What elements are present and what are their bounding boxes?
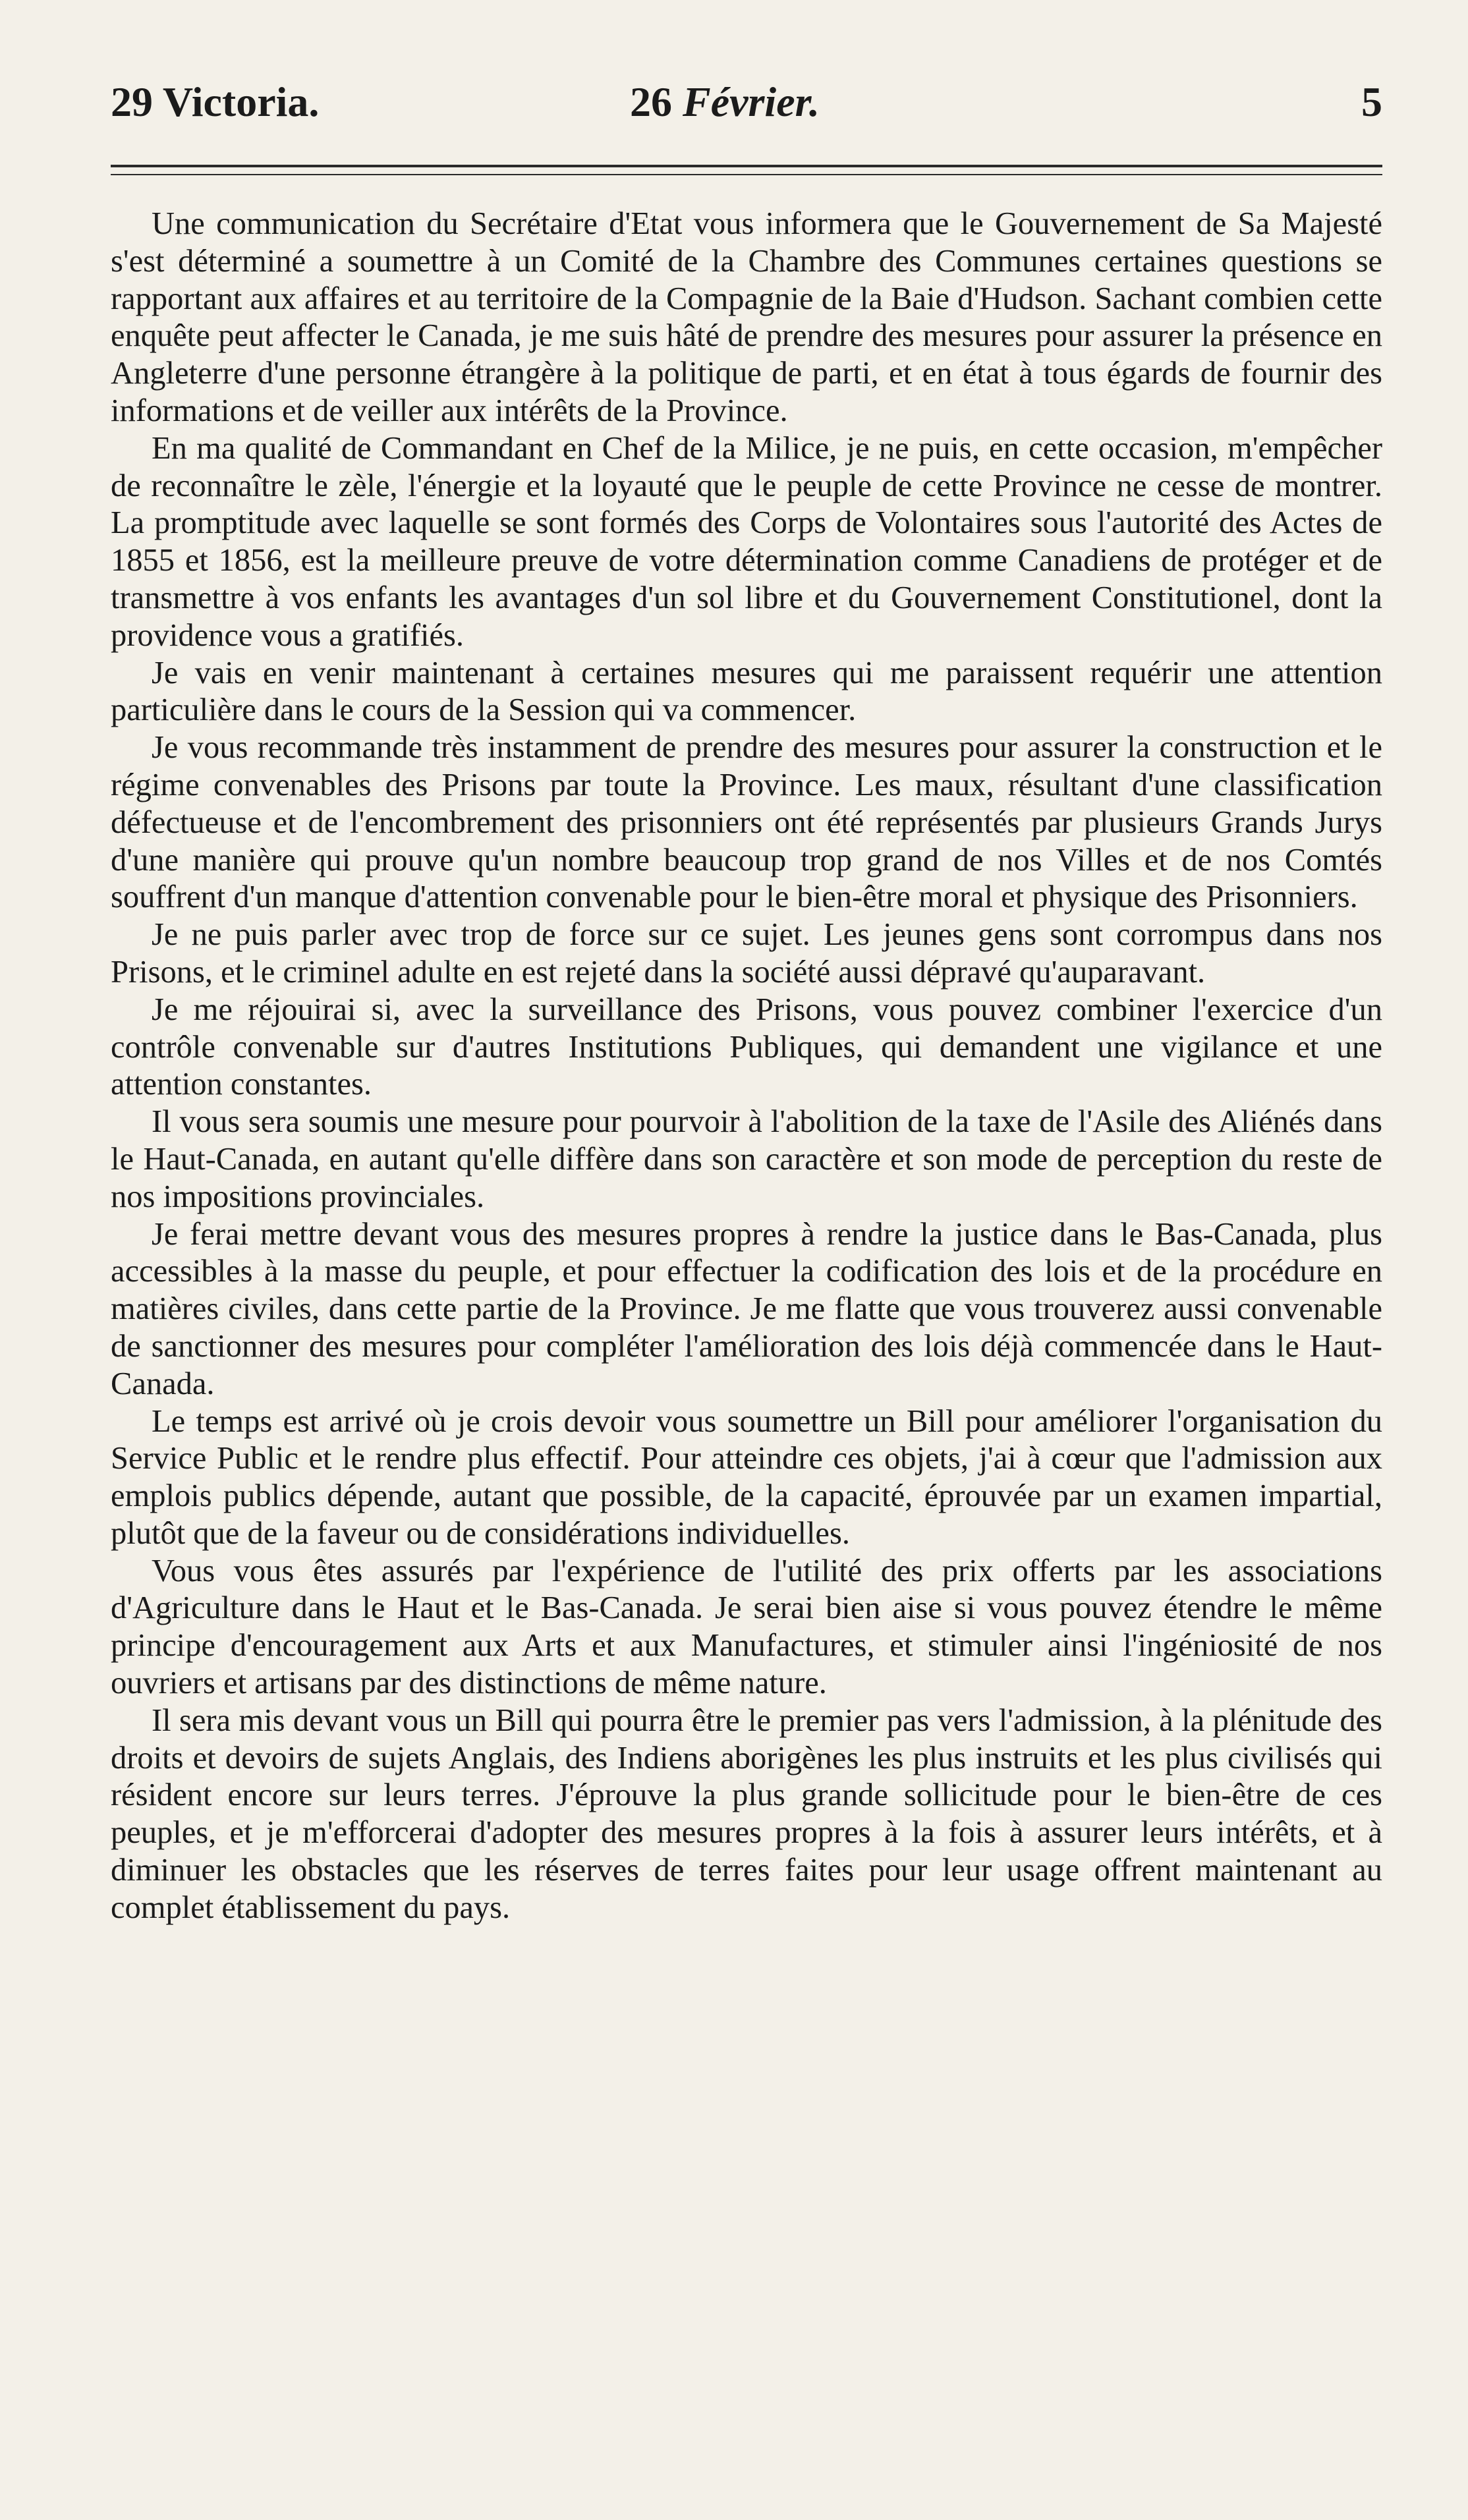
header-rule-thin [111,174,1382,175]
date-month: Février. [683,78,820,125]
paragraph: Il vous sera soumis une mesure pour pourvoir à l'abolition de la taxe de l'Asile des Aliénés dans le Haut-Canada, en autant qu'elle diffère dans son caractère et son mode de perception du reste de nos impositions provinciales. [111,1104,1382,1214]
speech-body [111,206,1382,1927]
paragraph: Le temps est arrivé où je crois devoir vous soumettre un Bill pour améliorer l'organisation du Service Public et le rendre plus effectif. Pour atteindre ces objets, j'ai à cœur que l'admission aux emplois publics dépende, autant que possible, de la capacité, éprouvée par un examen impartial, plutôt que de la faveur ou de considérations individuelles. [111,1403,1382,1551]
page-number: 5 [1361,78,1382,125]
paragraph: Je vais en venir maintenant à certaines mesures qui me paraissent requérir une attention particulière dans le cours de la Session qui va commencer. [111,655,1382,728]
paragraph: En ma qualité de Commandant en Chef de la Milice, je ne puis, en cette occasion, m'empêcher de reconnaître le zèle, l'énergie et la loyauté que le peuple de cette Province ne cesse de montrer. La promptitude avec laquelle se sont formés des Corps de Volontaires sous l'autorité des Actes de 1855 et 1856, est la meilleure preuve de votre détermination comme Canadiens de protéger et de transmettre à vos enfants les avantages d'un sol libre et du Gouvernement Constitutionel, dont la providence vous a gratifiés. [111,430,1382,653]
paragraph: Une communication du Secrétaire d'Etat vous informera que le Gouvernement de Sa Majesté s'est déterminé a soumettre à un Comité de la Chambre des Communes certaines questions se rapportant aux affaires et au territoire de la Compagnie de la Baie d'Hudson. Sachant combien cette enquête peut affecter le Canada, je me suis hâté de prendre des mesures pour assurer la présence en Angleterre d'une personne étrangère à la politique de parti, et en état à tous égards de fournir des informations et de veiller aux intérêts de la Province. [111,206,1382,428]
date-day: 26 [630,78,672,125]
paragraph: Vous vous êtes assurés par l'expérience de l'utilité des prix offerts par les associations d'Agriculture dans le Haut et le Bas-Canada. Je serai bien aise si vous pouvez étendre le même principe d'encouragement aux Arts et aux Manufactures, et stimuler ainsi l'ingéniosité de nos ouvriers et artisans par des distinctions de même nature. [111,1553,1382,1701]
paragraph: Je me réjouirai si, avec la surveillance des Prisons, vous pouvez combiner l'exercice d'un contrôle convenable sur d'autres Institutions Publiques, qui demandent une vigilance et une attention constantes. [111,992,1382,1102]
session-date [630,78,820,126]
header-rule-thick [111,165,1382,167]
page-header [111,78,1382,137]
paragraph: Je ferai mettre devant vous des mesures propres à rendre la justice dans le Bas-Canada, plus accessibles à la masse du peuple, et pour effectuer la codification des lois et de la procédure en matières civiles, dans cette partie de la Province. Je me flatte que vous trouverez aussi convenable de sanctionner des mesures pour compléter l'amélioration des lois déjà commencée dans le Haut-Canada. [111,1216,1382,1401]
regnal-year: 29 Victoria. [111,78,320,125]
paragraph: Je ne puis parler avec trop de force sur ce sujet. Les jeunes gens sont corrompus dans nos Prisons, et le criminel adulte en est rejeté dans la société aussi dépravé qu'auparavant. [111,917,1382,990]
paragraph: Je vous recommande très instamment de prendre des mesures pour assurer la construction et le régime convenables des Prisons par toute la Province. Les maux, résultant d'une classification défectueuse et de l'encombrement des prisonniers ont été représentés par plusieurs Grands Jurys d'une manière qui prouve qu'un nombre beaucoup trop grand de nos Villes et de nos Comtés souffrent d'un manque d'attention convenable pour le bien-être moral et physique des Prisonniers. [111,730,1382,915]
paragraph: Il sera mis devant vous un Bill qui pourra être le premier pas vers l'admission, à la plénitude des droits et devoirs de sujets Anglais, des Indiens aborigènes les plus instruits et les plus civilisés qui résident encore sur leurs terres. J'éprouve la plus grande sollicitude pour le bien-être de ces peuples, et je m'efforcerai d'adopter des mesures propres à la fois à assurer leurs intérêts, et à diminuer les obstacles que les réserves de terres faites pour leur usage offrent maintenant au complet établissement du pays. [111,1702,1382,1925]
